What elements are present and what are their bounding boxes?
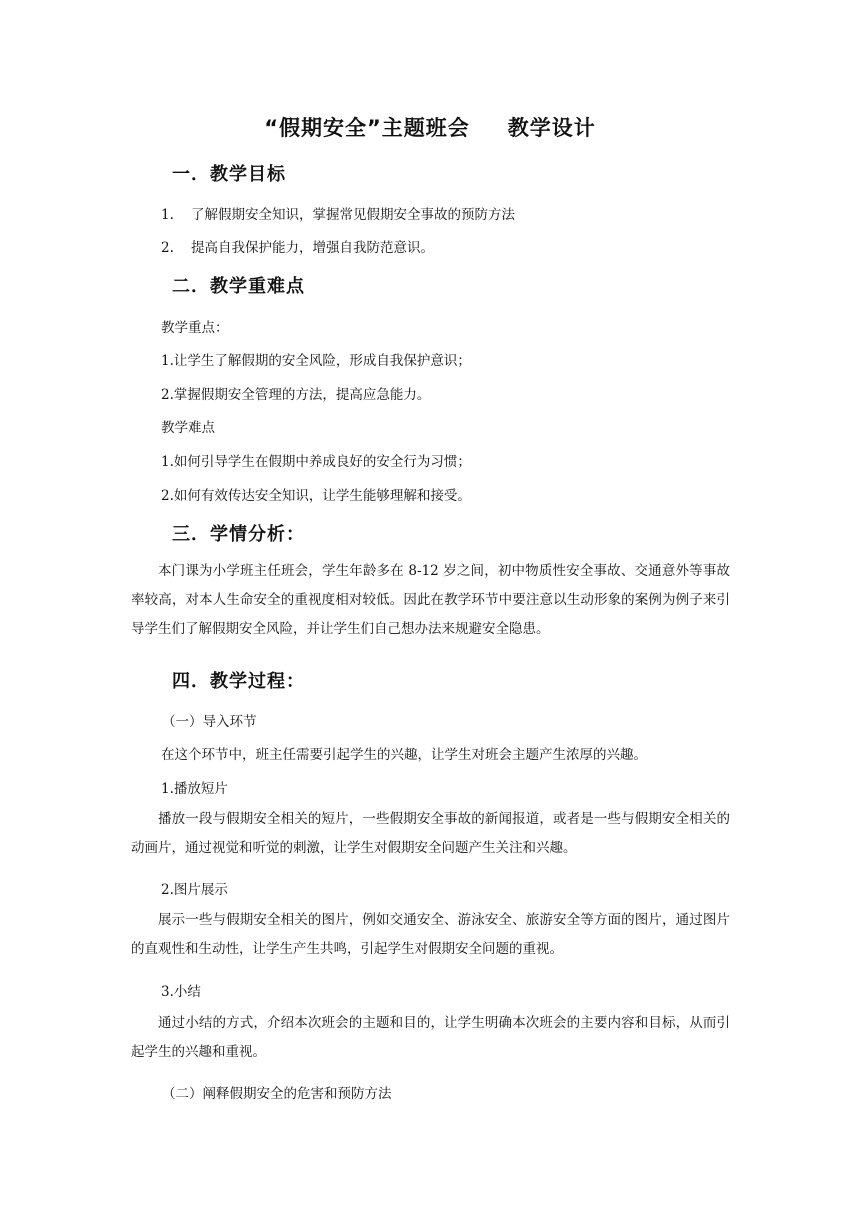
list-item-text: 提高自我保护能力，增强自我防范意识。 [191, 240, 434, 256]
document-title [0, 112, 860, 142]
step2-label: 2.图片展示 [161, 882, 228, 898]
part1-intro: 在这个环节中，班主任需要引起学生的兴趣，让学生对班会主题产生浓厚的兴趣。 [161, 747, 647, 763]
key-points-label: 教学重点： [161, 320, 229, 336]
step1-text: 播放一段与假期安全相关的短片，一些假期安全事故的新闻报道，或者是一些与假期安全相关的动画片，通过视觉和听觉的刺激，让学生对假期安全问题产生关注和兴趣。 [131, 811, 730, 856]
part2-label: （二）阐释假期安全的危害和预防方法 [162, 1086, 392, 1102]
title-sub: 教学设计 [507, 116, 596, 140]
section-heading-key-points: 二．教学重难点 [172, 276, 305, 297]
section-heading-analysis: 三．学情分析： [172, 524, 305, 545]
section-heading-process: 四．教学过程： [172, 671, 305, 692]
difficulty-item: 1.如何引导学生在假期中养成良好的安全行为习惯； [161, 454, 471, 470]
list-item [161, 236, 434, 256]
step2-text: 展示一些与假期安全相关的图片，例如交通安全、游泳安全、旅游安全等方面的图片，通过图片的直观性和生动性，让学生产生共鸣，引起学生对假期安全问题的重视。 [131, 912, 730, 957]
analysis-paragraph: 本门课为小学班主任班会，学生年龄多在 8-12 岁之间，初中物质性安全事故、交通意外等事故率较高，对本人生命安全的重视度相对较低。因此在教学环节中要注意以生动形象的案例为例子来引导学生们了解假期安全风险，并让学生们自己想办法来规避安全隐患。 [131, 563, 730, 637]
difficulty-item: 2.如何有效传达安全知识，让学生能够理解和接受。 [161, 488, 471, 504]
key-point-item: 2.掌握假期安全管理的方法，提高应急能力。 [161, 387, 431, 403]
title-main: “假期安全”主题班会 [264, 116, 470, 140]
list-item [161, 203, 515, 223]
difficulties-label: 教学难点 [161, 420, 215, 436]
section-heading-objectives: 一．教学目标 [172, 164, 286, 185]
list-item-number: 1. [161, 207, 174, 223]
list-item-number: 2. [161, 240, 174, 256]
key-point-item: 1.让学生了解假期的安全风险，形成自我保护意识； [161, 353, 471, 369]
part1-label: （一）导入环节 [162, 714, 257, 730]
step3-text: 通过小结的方式，介绍本次班会的主题和目的，让学生明确本次班会的主要内容和目标，从而引起学生的兴趣和重视。 [131, 1015, 730, 1060]
list-item-text: 了解假期安全知识，掌握常见假期安全事故的预防方法 [191, 207, 515, 223]
step1-label: 1.播放短片 [161, 781, 228, 797]
step3-label: 3.小结 [161, 984, 201, 1000]
